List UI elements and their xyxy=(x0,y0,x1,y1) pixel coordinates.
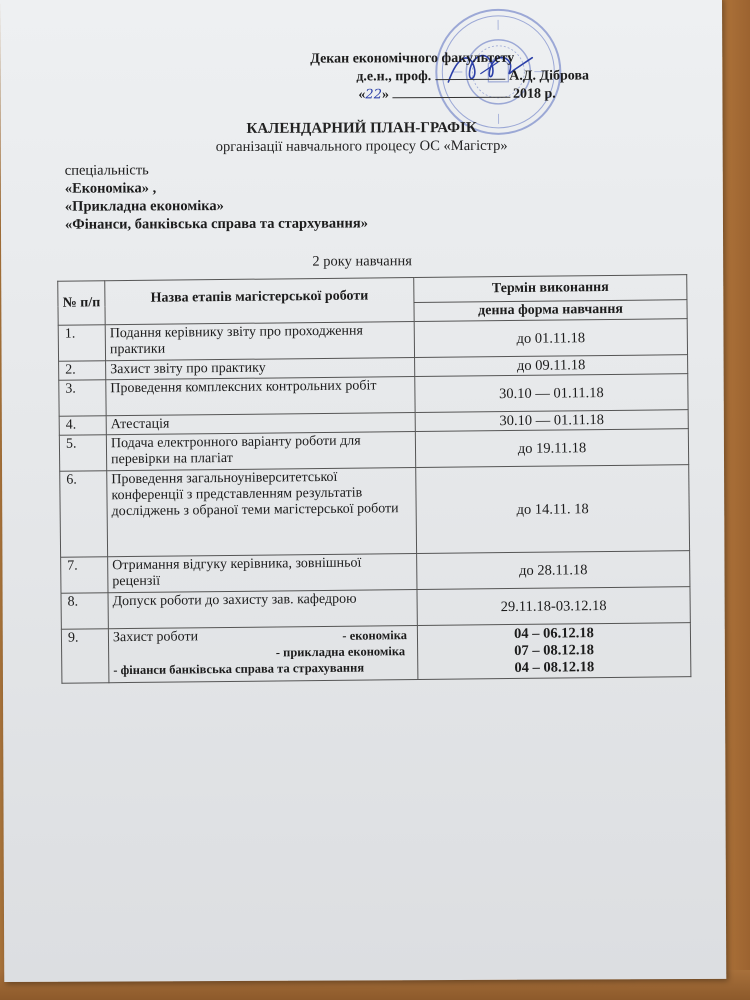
header-term: Термін виконання xyxy=(414,275,687,303)
table-row xyxy=(60,465,690,558)
specialties-block xyxy=(65,160,368,233)
dean-degree: д.е.н., проф. xyxy=(356,69,432,85)
row-num: 8. xyxy=(61,593,108,629)
month-line xyxy=(392,97,510,99)
row-stage: Проведення загальноуніверситетської конференції з представленням результатів досліджень з обраної теми магістерської роботи xyxy=(107,468,417,557)
row-num: 7. xyxy=(61,557,108,593)
row-term-defense xyxy=(417,623,691,680)
defense-finance: - фінанси банківська справа та страхування xyxy=(113,660,365,678)
dean-title: Декан економічного факультету xyxy=(310,50,515,67)
row-term: до 14.11. 18 xyxy=(416,465,690,554)
row-stage: Подача електронного варіанту роботи для перевірки на плагіат xyxy=(106,432,415,471)
row-term: 29.11.18-03.12.18 xyxy=(417,587,690,626)
approval-year: 2018 р. xyxy=(512,86,556,102)
specialty-applied-economics: «Прикладна економіка» xyxy=(64,198,224,215)
schedule-table xyxy=(57,274,691,684)
row-num: 4. xyxy=(59,416,106,435)
row-num: 9. xyxy=(61,629,109,683)
row-term: до 28.11.18 xyxy=(417,551,690,590)
document-subtitle: організації навчального процесу ОС «Магістр» xyxy=(215,137,508,156)
document-title: КАЛЕНДАРНИЙ ПЛАН-ГРАФІК xyxy=(246,119,477,137)
row-term: 30.10 — 01.11.18 xyxy=(415,410,688,432)
row-term: 30.10 — 01.11.18 xyxy=(415,374,688,413)
row-num: 6. xyxy=(60,471,108,557)
row-num: 3. xyxy=(59,380,106,416)
dean-name-line xyxy=(300,67,640,86)
row-stage: Подання керівнику звіту про проходження практики xyxy=(105,322,414,361)
row-term: до 19.11.18 xyxy=(415,429,688,468)
approval-date-line xyxy=(300,85,640,104)
row-stage: Отримання відгуку керівника, зовнішньої рецензії xyxy=(108,554,417,593)
defense-term-3: 04 – 08.12.18 xyxy=(514,659,595,676)
row-stage-defense xyxy=(108,626,418,683)
approval-block xyxy=(300,49,640,104)
year-of-study: 2 року навчання xyxy=(312,253,412,270)
row-stage: Допуск роботи до захисту зав. кафедрою xyxy=(108,590,417,629)
defense-term-1: 04 – 06.12.18 xyxy=(513,625,594,642)
row-num: 1. xyxy=(58,325,105,361)
row-num: 5. xyxy=(59,435,106,471)
header-stage-name: Назва етапів магістерської роботи xyxy=(105,278,414,325)
defense-applied-economics: - прикладна економіка xyxy=(275,644,406,660)
row-num: 2. xyxy=(59,361,106,380)
quote-close: » xyxy=(381,87,389,103)
specialty-finance: «Фінанси, банківська справа та стархування» xyxy=(64,215,368,233)
header-study-form: денна форма навчання xyxy=(414,300,687,322)
quote-open: « xyxy=(358,87,366,103)
row-stage: Атестація xyxy=(106,413,415,435)
defense-term-2: 07 – 08.12.18 xyxy=(514,642,595,659)
specialty-economics: «Економіка» , xyxy=(64,180,157,197)
table-row xyxy=(61,623,691,684)
specialty-label: спеціальність xyxy=(64,162,149,179)
header-num: № п/п xyxy=(58,281,105,325)
signature-line xyxy=(435,79,505,80)
dean-name: А.Д. Діброва xyxy=(509,68,590,84)
approval-day: 22 xyxy=(365,87,382,103)
defense-label: Захист роботи xyxy=(112,629,199,646)
row-stage: Захист звіту про практику xyxy=(106,358,415,380)
row-term: до 01.11.18 xyxy=(414,319,687,358)
row-term: до 09.11.18 xyxy=(415,355,688,377)
defense-economics: - економіка xyxy=(342,628,408,643)
row-stage: Проведення комплексних контрольних робіт xyxy=(106,377,415,416)
